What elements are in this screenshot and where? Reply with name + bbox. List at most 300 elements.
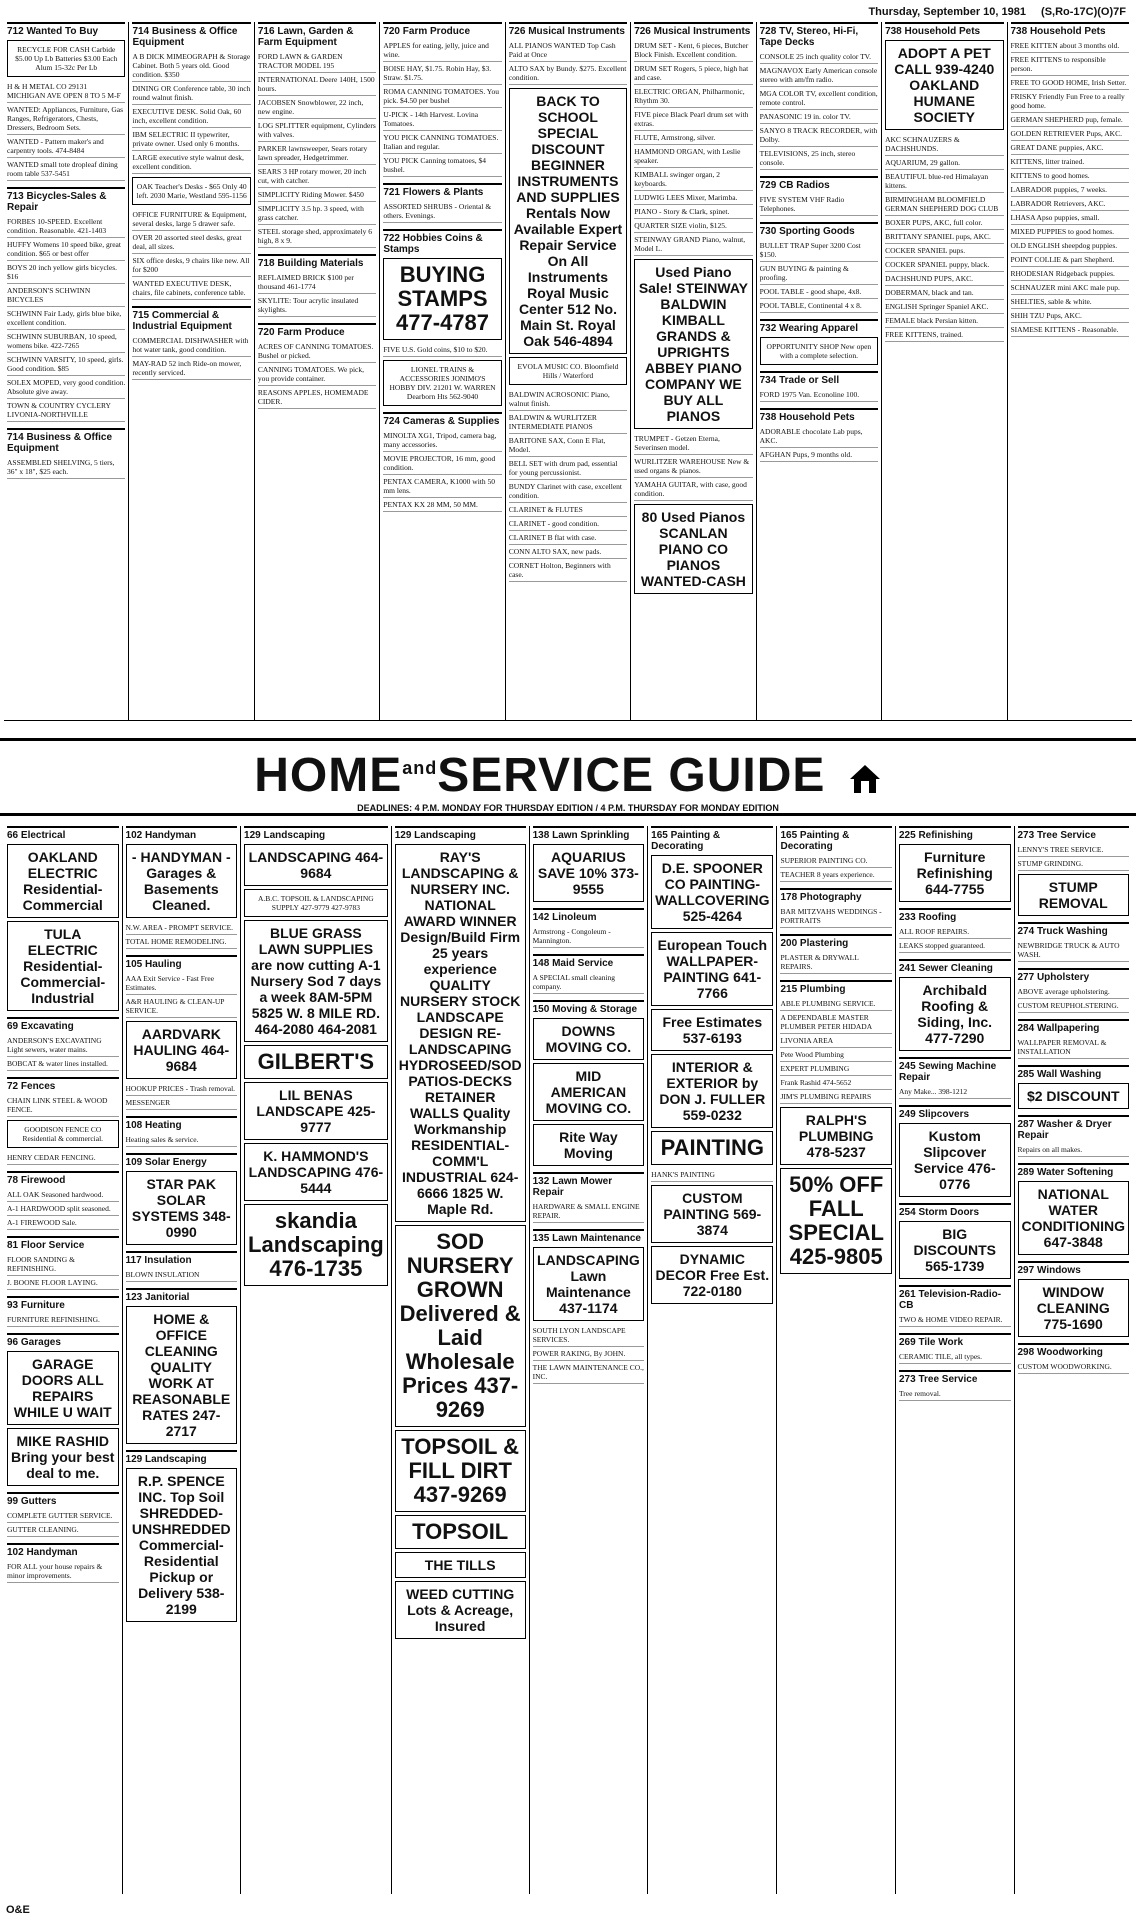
classified-section bbox=[258, 22, 376, 248]
classified-ad: DINING OR Conference table, 30 inch round walnut finish. bbox=[132, 82, 250, 105]
classified-ad: FREE TO GOOD HOME, Irish Setter. bbox=[1011, 76, 1129, 90]
classified-ad: BOYS 20 inch yellow girls bicycles. $16 bbox=[7, 261, 125, 284]
banner-deadlines: DEADLINES: 4 P.M. MONDAY FOR THURSDAY EDITION / 4 P.M. THURSDAY FOR MONDAY EDITION bbox=[357, 803, 779, 813]
classified-ad: YOU PICK Canning tomatoes, $4 bushel. bbox=[383, 154, 501, 177]
classified-ad: RHODESIAN Ridgeback puppies. bbox=[1011, 267, 1129, 281]
classified-ad: BUNDY Clarinet with case, excellent condition. bbox=[509, 480, 627, 503]
classified-ad: IBM SELECTRIC II typewriter, private owner. Used only 6 months. bbox=[132, 128, 250, 151]
classified-section bbox=[533, 826, 645, 902]
classified-ad: FREE KITTEN about 3 months old. bbox=[1011, 39, 1129, 53]
classified-ad: WANTED: Appliances, Furniture, Gas Ranges, Refrigerators, Chests, Dressers, Bedroom Sets. bbox=[7, 103, 125, 135]
classified-ad: FURNITURE REFINISHING. bbox=[7, 1313, 119, 1327]
classified-ad: FLOOR SANDING & REFINISHING. bbox=[7, 1253, 119, 1276]
classified-section bbox=[7, 22, 125, 181]
classified-ad: DOBERMAN, black and tan. bbox=[885, 286, 1003, 300]
classified-ad: K. HAMMOND'S LANDSCAPING 476-5444 bbox=[244, 1143, 388, 1201]
classified-section bbox=[383, 22, 501, 177]
classified-ad: INTERNATIONAL Deere 140H, 1500 hours. bbox=[258, 73, 376, 96]
classified-ad: BOISE HAY, $1.75. Robin Hay, $3. Straw. $1.75. bbox=[383, 62, 501, 85]
classified-section bbox=[258, 254, 376, 317]
column bbox=[123, 826, 242, 1894]
classified-top-grid bbox=[4, 22, 1132, 721]
classified-ad: MESSENGER bbox=[126, 1096, 238, 1110]
classified-ad: MAY-RAD 52 inch Ride-on mower, recently serviced. bbox=[132, 357, 250, 380]
classified-ad: HOOKUP PRICES - Trash removal. bbox=[126, 1082, 238, 1096]
house-logo-icon bbox=[848, 761, 882, 795]
classified-section bbox=[7, 826, 119, 1011]
classified-ad: CLARINET B flat with case. bbox=[509, 531, 627, 545]
classified-ad: H & H METAL CO 29131 MICHIGAN AVE OPEN 8 TO 5 M-F bbox=[7, 80, 125, 103]
classified-ad: GOODISON FENCE CO Residential & commercial. bbox=[7, 1120, 119, 1148]
classified-section bbox=[126, 826, 238, 949]
classified-ad: Any Make... 398-1212 bbox=[899, 1085, 1011, 1099]
section-heading: 261 Television-Radio-CB bbox=[899, 1285, 1011, 1311]
classified-ad: BACK TO SCHOOL SPECIAL DISCOUNT BEGINNER INSTRUMENTS AND SUPPLIES Rentals Now Available Expert Repair Service On All Instruments Royal Music Center 512 No. Main St. Royal Oak 546-4894 bbox=[509, 88, 627, 354]
classified-section bbox=[258, 323, 376, 409]
classified-ad: COCKER SPANIEL puppy, black. bbox=[885, 258, 1003, 272]
classified-ad: ALL PIANOS WANTED Top Cash Paid at Once bbox=[509, 39, 627, 62]
section-heading: 165 Painting & Decorating bbox=[780, 826, 892, 852]
classified-ad: BEAUTIFUL blue-red Himalayan kittens. bbox=[885, 170, 1003, 193]
section-heading: 714 Business & Office Equipment bbox=[7, 428, 125, 454]
classified-section bbox=[760, 22, 878, 170]
section-heading: 150 Moving & Storage bbox=[533, 1000, 645, 1015]
classified-ad: BOXER PUPS, AKC, full color. bbox=[885, 216, 1003, 230]
classified-ad: GUN BUYING & painting & proofing. bbox=[760, 262, 878, 285]
classified-ad: DOWNS MOVING CO. bbox=[533, 1018, 645, 1060]
classified-section bbox=[780, 826, 892, 882]
classified-ad: DRUM SET Rogers, 5 piece, high hat and case. bbox=[634, 62, 752, 85]
classified-section bbox=[1018, 826, 1130, 916]
section-heading: 285 Wall Washing bbox=[1018, 1065, 1130, 1080]
classified-section bbox=[126, 1288, 238, 1444]
classified-ad: D.E. SPOONER CO PAINTING-WALLCOVERING 525-4264 bbox=[651, 855, 773, 929]
classified-ad: OAKLAND ELECTRIC Residential-Commercial bbox=[7, 844, 119, 918]
classified-ad: TELEVISIONS, 25 inch, stereo console. bbox=[760, 147, 878, 170]
classified-section bbox=[7, 1543, 119, 1583]
classified-ad: SOD NURSERY GROWN Delivered & Laid Wholesale Prices 437-9269 bbox=[395, 1225, 526, 1427]
section-heading: 135 Lawn Maintenance bbox=[533, 1229, 645, 1244]
classified-section bbox=[7, 1236, 119, 1290]
classified-section bbox=[7, 1296, 119, 1327]
classified-ad: U-PICK - 14th Harvest. Lovina Tomatoes. bbox=[383, 108, 501, 131]
section-heading: 96 Garages bbox=[7, 1333, 119, 1348]
classified-ad: ABLE PLUMBING SERVICE. bbox=[780, 997, 892, 1011]
classified-section bbox=[509, 22, 627, 582]
classified-ad: BULLET TRAP Super 3200 Cost $150. bbox=[760, 239, 878, 262]
classified-ad: OLD ENGLISH sheepdog puppies. bbox=[1011, 239, 1129, 253]
section-heading: 117 Insulation bbox=[126, 1251, 238, 1266]
section-heading: 225 Refinishing bbox=[899, 826, 1011, 841]
classified-ad: THE LAWN MAINTENANCE CO., INC. bbox=[533, 1361, 645, 1384]
classified-ad: HENRY CEDAR FENCING. bbox=[7, 1151, 119, 1165]
classified-ad: WEED CUTTING Lots & Acreage, Insured bbox=[395, 1581, 526, 1639]
classified-ad: SEARS 3 HP rotary mower, 20 inch cut, with catcher. bbox=[258, 165, 376, 188]
classified-ad: Heating sales & service. bbox=[126, 1133, 238, 1147]
classified-ad: WANTED small tote dropleaf dining room table 537-5451 bbox=[7, 158, 125, 181]
classified-ad: BOBCAT & water lines installed. bbox=[7, 1057, 119, 1071]
classified-ad: CLARINET - good condition. bbox=[509, 517, 627, 531]
classified-section bbox=[1018, 968, 1130, 1013]
classified-ad: Rite Way Moving bbox=[533, 1124, 645, 1166]
classified-ad: PIANO - Story & Clark, spinet. bbox=[634, 205, 752, 219]
section-heading: 105 Hauling bbox=[126, 955, 238, 970]
classified-ad: LANDSCAPING Lawn Maintenance 437-1174 bbox=[533, 1247, 645, 1321]
classified-ad: LUDWIG LEES Mixer, Marimba. bbox=[634, 191, 752, 205]
section-heading: 277 Upholstery bbox=[1018, 968, 1130, 983]
classified-ad: QUARTER SIZE violin, $125. bbox=[634, 219, 752, 233]
classified-ad: FORD 1975 Van. Econoline 100. bbox=[760, 388, 878, 402]
classified-ad: BLUE GRASS LAWN SUPPLIES are now cutting A-1 Nursery Sod 7 days a week 8AM-5PM 5825 W. 8 MILE RD. 464-2080 464-2081 bbox=[244, 920, 388, 1042]
classified-section bbox=[7, 1017, 119, 1071]
classified-ad: LIVONIA AREA bbox=[780, 1034, 892, 1048]
classified-ad: ROMA CANNING TOMATOES. You pick. $4.50 per bushel bbox=[383, 85, 501, 108]
classified-ad: OAK Teacher's Desks - $65 Only 40 left. 2030 Marie, Westland 595-1156 bbox=[132, 177, 250, 205]
classified-ad: LOG SPLITTER equipment, Cylinders with valves. bbox=[258, 119, 376, 142]
classified-ad: Tree removal. bbox=[899, 1387, 1011, 1401]
classified-ad: KIMBALL swinger organ, 2 keyboards. bbox=[634, 168, 752, 191]
classified-ad: LABRADOR puppies, 7 weeks. bbox=[1011, 183, 1129, 197]
classified-section bbox=[7, 1492, 119, 1537]
masthead bbox=[0, 0, 1136, 22]
classified-section bbox=[899, 1203, 1011, 1279]
classified-ad: RAY'S LANDSCAPING & NURSERY INC. NATIONAL AWARD WINNER Design/Build Firm 25 years experience QUALITY NURSERY STOCK LANDSCAPE DESIGN RE-LANDSCAPING HYDROSEED/SOD PATIOS-DECKS RETAINER WALLS Quality Workmanship RESIDENTIAL-COMM'L INDUSTRIAL 624-6666 1825 W. Maple Rd. bbox=[395, 844, 526, 1222]
column bbox=[4, 22, 129, 720]
column bbox=[255, 22, 380, 720]
section-heading: 712 Wanted To Buy bbox=[7, 22, 125, 37]
classified-ad: CUSTOM WOODWORKING. bbox=[1018, 1360, 1130, 1374]
service-guide-grid bbox=[4, 826, 1132, 1894]
classified-ad: Frank Rashid 474-5652 bbox=[780, 1076, 892, 1090]
classified-ad: CORNET Holton, Beginners with case. bbox=[509, 559, 627, 582]
classified-ad: CLARINET & FLUTES bbox=[509, 503, 627, 517]
classified-section bbox=[126, 1116, 238, 1147]
classified-ad: BELL SET with drum pad, essential for young percussionist. bbox=[509, 457, 627, 480]
classified-section bbox=[899, 1285, 1011, 1327]
classified-section bbox=[7, 1171, 119, 1230]
column bbox=[757, 22, 882, 720]
classified-section bbox=[1018, 1019, 1130, 1059]
section-heading: 720 Farm Produce bbox=[383, 22, 501, 37]
classified-section bbox=[760, 222, 878, 313]
classified-ad: THE TILLS bbox=[395, 1552, 526, 1578]
section-heading: 720 Farm Produce bbox=[258, 323, 376, 338]
section-heading: 273 Tree Service bbox=[899, 1370, 1011, 1385]
classified-ad: Kustom Slipcover Service 476-0776 bbox=[899, 1123, 1011, 1197]
classified-ad: FRISKY Friendly Fun Free to a really good home. bbox=[1011, 90, 1129, 113]
column bbox=[4, 826, 123, 1894]
classified-ad: COCKER SPANIEL pups. bbox=[885, 244, 1003, 258]
classified-section bbox=[383, 183, 501, 223]
section-heading: 274 Truck Washing bbox=[1018, 922, 1130, 937]
classified-ad: AQUARIUS SAVE 10% 373-9555 bbox=[533, 844, 645, 902]
classified-ad: TOWN & COUNTRY CYCLERY LIVONIA-NORTHVILLE bbox=[7, 399, 125, 422]
classified-ad: ALL OAK Seasoned hardwood. bbox=[7, 1188, 119, 1202]
section-heading: 287 Washer & Dryer Repair bbox=[1018, 1115, 1130, 1141]
classified-ad: POOL TABLE, Continental 4 x 8. bbox=[760, 299, 878, 313]
section-heading: 93 Furniture bbox=[7, 1296, 119, 1311]
classified-ad: FLUTE, Armstrong, silver. bbox=[634, 131, 752, 145]
section-heading: 102 Handyman bbox=[126, 826, 238, 841]
section-heading: 738 Household Pets bbox=[885, 22, 1003, 37]
section-heading: 738 Household Pets bbox=[760, 408, 878, 423]
section-heading: 732 Wearing Apparel bbox=[760, 319, 878, 334]
classified-ad: SKYLITE: Tour acrylic insulated skylights. bbox=[258, 294, 376, 317]
classified-ad: TRUMPET - Getzen Eterna, Severinsen model. bbox=[634, 432, 752, 455]
classified-section bbox=[7, 1077, 119, 1165]
classified-ad: LEAKS stopped guaranteed. bbox=[899, 939, 1011, 953]
column bbox=[777, 826, 896, 1894]
classified-ad: HANK'S PAINTING bbox=[651, 1168, 773, 1182]
classified-ad: FEMALE black Persian kitten. bbox=[885, 314, 1003, 328]
classified-ad: NATIONAL WATER CONDITIONING 647-3848 bbox=[1018, 1181, 1130, 1255]
classified-ad: AAA Exit Service - Fast Free Estimates. bbox=[126, 972, 238, 995]
classified-ad: RALPH'S PLUMBING 478-5237 bbox=[780, 1107, 892, 1165]
classified-ad: BUYING STAMPS 477-4787 bbox=[383, 258, 501, 340]
classified-ad: GERMAN SHEPHERD pup, female. bbox=[1011, 113, 1129, 127]
classified-ad: ASSEMBLED SHELVING, 5 tiers, 36" x 18", $25 each. bbox=[7, 456, 125, 479]
classified-ad: HAMMOND ORGAN, with Leslie speaker. bbox=[634, 145, 752, 168]
classified-ad: SOLEX MOPED, very good condition. Absolute give away. bbox=[7, 376, 125, 399]
classified-ad: AQUARIUM, 29 gallon. bbox=[885, 156, 1003, 170]
classified-ad: STAR PAK SOLAR SYSTEMS 348-0990 bbox=[126, 1171, 238, 1245]
classified-ad: PAINTING bbox=[651, 1131, 773, 1165]
classified-section bbox=[533, 1229, 645, 1384]
classified-section bbox=[1018, 1261, 1130, 1337]
classified-ad: BARITONE SAX, Conn E Flat, Model. bbox=[509, 434, 627, 457]
column bbox=[506, 22, 631, 720]
classified-ad: EXECUTIVE DESK. Solid Oak, 60 inch, excellent condition. bbox=[132, 105, 250, 128]
classified-section bbox=[533, 908, 645, 948]
classified-ad: Used Piano Sale! STEINWAY BALDWIN KIMBALL GRANDS & UPRIGHTS ABBEY PIANO COMPANY WE BUY ALL PIANOS bbox=[634, 259, 752, 429]
classified-section bbox=[760, 371, 878, 402]
classified-section bbox=[899, 959, 1011, 1051]
classified-ad: SIAMESE KITTENS - Reasonable. bbox=[1011, 323, 1129, 337]
home-service-guide-banner bbox=[0, 738, 1136, 816]
column bbox=[380, 22, 505, 720]
classified-section bbox=[395, 826, 526, 1639]
section-heading: 714 Business & Office Equipment bbox=[132, 22, 250, 48]
column bbox=[241, 826, 392, 1894]
classified-section bbox=[7, 187, 125, 422]
section-heading: 713 Bicycles-Sales & Repair bbox=[7, 187, 125, 213]
classified-ad: KITTENS to good homes. bbox=[1011, 169, 1129, 183]
classified-ad: REFLAIMED BRICK $100 per thousand 461-1774 bbox=[258, 271, 376, 294]
classified-ad: ADOPT A PET CALL 939-4240 OAKLAND HUMANE SOCIETY bbox=[885, 40, 1003, 130]
classified-ad: LANDSCAPING 464-9684 bbox=[244, 844, 388, 886]
classified-ad: ADORABLE chocolate Lab pups, AKC. bbox=[760, 425, 878, 448]
classified-section bbox=[899, 1333, 1011, 1364]
classified-ad: BAR MITZVAHS WEDDINGS - PORTRAITS bbox=[780, 905, 892, 928]
classified-ad: WINDOW CLEANING 775-1690 bbox=[1018, 1279, 1130, 1337]
column bbox=[1015, 826, 1133, 1894]
classified-ad: FIVE U.S. Gold coins, $10 to $20. bbox=[383, 343, 501, 357]
classified-ad: WANTED EXECUTIVE DESK, chairs, file cabinets, conference table. bbox=[132, 277, 250, 300]
classified-ad: Repairs on all makes. bbox=[1018, 1143, 1130, 1157]
classified-ad: LIONEL TRAINS & ACCESSORIES JONIMO'S HOBBY DIV. 21201 W. WARREN Dearborn Hts 562-9040 bbox=[383, 360, 501, 406]
classified-ad: Pete Wood Plumbing bbox=[780, 1048, 892, 1062]
classified-ad: JIM'S PLUMBING REPAIRS bbox=[780, 1090, 892, 1104]
classified-ad: WURLITZER WAREHOUSE New & used organs & pianos. bbox=[634, 455, 752, 478]
classified-section bbox=[533, 1172, 645, 1223]
classified-ad: 50% OFF FALL SPECIAL 425-9805 bbox=[780, 1168, 892, 1274]
column bbox=[896, 826, 1015, 1894]
classified-section bbox=[760, 319, 878, 365]
classified-ad: MIXED PUPPIES to good homes. bbox=[1011, 225, 1129, 239]
classified-ad: SIMPLICITY 3.5 hp. 3 speed, with grass catcher. bbox=[258, 202, 376, 225]
section-heading: 734 Trade or Sell bbox=[760, 371, 878, 386]
classified-ad: GUTTER CLEANING. bbox=[7, 1523, 119, 1537]
classified-section bbox=[383, 229, 501, 406]
column bbox=[882, 22, 1007, 720]
classified-ad: POOL TABLE - good shape, 4x8. bbox=[760, 285, 878, 299]
classified-ad: MIKE RASHID Bring your best deal to me. bbox=[7, 1428, 119, 1486]
classified-ad: MAGNAVOX Early American console stereo with am/fm radio. bbox=[760, 64, 878, 87]
classified-ad: LHASA Apso puppies, small. bbox=[1011, 211, 1129, 225]
section-heading: 273 Tree Service bbox=[1018, 826, 1130, 841]
classified-ad: ANDERSON'S SCHWINN BICYCLES bbox=[7, 284, 125, 307]
section-heading: 102 Handyman bbox=[7, 1543, 119, 1558]
section-heading: 233 Roofing bbox=[899, 908, 1011, 923]
classified-ad: COMPLETE GUTTER SERVICE. bbox=[7, 1509, 119, 1523]
classified-section bbox=[899, 1370, 1011, 1401]
classified-ad: CUSTOM REUPHOLSTERING. bbox=[1018, 999, 1130, 1013]
section-heading: 148 Maid Service bbox=[533, 954, 645, 969]
classified-ad: AARDVARK HAULING 464-9684 bbox=[126, 1021, 238, 1079]
classified-ad: DRUM SET - Kent, 6 pieces, Butcher Block Finish. Excellent condition. bbox=[634, 39, 752, 62]
classified-section bbox=[780, 980, 892, 1274]
section-heading: 99 Gutters bbox=[7, 1492, 119, 1507]
classified-section bbox=[126, 955, 238, 1110]
section-heading: 730 Sporting Goods bbox=[760, 222, 878, 237]
classified-ad: JACOBSEN Snowblower, 22 inch, new engine. bbox=[258, 96, 376, 119]
section-heading: 178 Photography bbox=[780, 888, 892, 903]
section-heading: 69 Excavating bbox=[7, 1017, 119, 1032]
classified-ad: SCHWINN Fair Lady, girls blue bike, excellent condition. bbox=[7, 307, 125, 330]
classified-ad: ACRES OF CANNING TOMATOES. Bushel or picked. bbox=[258, 340, 376, 363]
classified-ad: FREE KITTENS to responsible person. bbox=[1011, 53, 1129, 76]
section-heading: 129 Landscaping bbox=[395, 826, 526, 841]
section-heading: 724 Cameras & Supplies bbox=[383, 412, 501, 427]
classified-ad: R.P. SPENCE INC. Top Soil SHREDDED-UNSHREDDED Commercial-Residential Pickup or Delivery 538-2199 bbox=[126, 1468, 238, 1622]
classified-ad: Archibald Roofing & Siding, Inc. 477-7290 bbox=[899, 977, 1011, 1051]
classified-ad: GREAT DANE puppies, AKC. bbox=[1011, 141, 1129, 155]
classified-ad: REASONS APPLES, HOMEMADE CIDER. bbox=[258, 386, 376, 409]
classified-ad: A-1 HARDWOOD split seasoned. bbox=[7, 1202, 119, 1216]
classified-ad: SCHWINN VARSITY, 10 speed, girls. Good condition. $85 bbox=[7, 353, 125, 376]
classified-ad: SUPERIOR PAINTING CO. bbox=[780, 854, 892, 868]
classified-ad: TEACHER 8 years experience. bbox=[780, 868, 892, 882]
banner-title-right: SERVICE GUIDE bbox=[437, 749, 826, 802]
section-heading: 78 Firewood bbox=[7, 1171, 119, 1186]
section-heading: 254 Storm Doors bbox=[899, 1203, 1011, 1218]
classified-section bbox=[899, 908, 1011, 953]
classified-section bbox=[1018, 1163, 1130, 1255]
classified-ad: FREE KITTENS, trained. bbox=[885, 328, 1003, 342]
classified-ad: A SPECIAL small cleaning company. bbox=[533, 971, 645, 994]
section-heading: 165 Painting & Decorating bbox=[651, 826, 773, 852]
classified-ad: POWER RAKING, By JOHN. bbox=[533, 1347, 645, 1361]
classified-ad: SCHNAUZER mini AKC male pup. bbox=[1011, 281, 1129, 295]
classified-ad: ANDERSON'S EXCAVATING Light sewers, water mains. bbox=[7, 1034, 119, 1057]
classified-ad: NEWBRIDGE TRUCK & AUTO WASH. bbox=[1018, 939, 1130, 962]
section-heading: 123 Janitorial bbox=[126, 1288, 238, 1303]
column bbox=[530, 826, 649, 1894]
edition-date: Thursday, September 10, 1981 bbox=[868, 6, 1026, 18]
classified-ad: ELECTRIC ORGAN, Philharmonic, Rhythm 30. bbox=[634, 85, 752, 108]
classified-ad: LABRADOR Retrievers, AKC. bbox=[1011, 197, 1129, 211]
classified-ad: POINT COLLIE & part Shepherd. bbox=[1011, 253, 1129, 267]
classified-section bbox=[126, 1251, 238, 1282]
classified-ad: STUMP GRINDING. bbox=[1018, 857, 1130, 871]
classified-ad: BRITTANY SPANIEL pups, AKC. bbox=[885, 230, 1003, 244]
classified-ad: ALL ROOF REPAIRS. bbox=[899, 925, 1011, 939]
classified-ad: APPLES for eating, jelly, juice and wine. bbox=[383, 39, 501, 62]
classified-ad: DACHSHUND PUPS, AKC. bbox=[885, 272, 1003, 286]
classified-ad: - HANDYMAN - Garages & Basements Cleaned. bbox=[126, 844, 238, 918]
section-heading: 66 Electrical bbox=[7, 826, 119, 841]
classified-ad: TWO & HOME VIDEO REPAIR. bbox=[899, 1313, 1011, 1327]
classified-ad: CANNING TOMATOES. We pick, you provide container. bbox=[258, 363, 376, 386]
classified-section bbox=[533, 1000, 645, 1166]
classified-ad: OFFICE FURNITURE & Equipment, several desks, large 5 drawer safe. bbox=[132, 208, 250, 231]
classified-ad: TOTAL HOME REMODELING. bbox=[126, 935, 238, 949]
classified-ad: BALDWIN ACROSONIC Piano, walnut finish. bbox=[509, 388, 627, 411]
classified-ad: TOPSOIL & FILL DIRT 437-9269 bbox=[395, 1430, 526, 1512]
classified-ad: GILBERT'S bbox=[244, 1045, 388, 1079]
classified-ad: Furniture Refinishing 644-7755 bbox=[899, 844, 1011, 902]
section-heading: 132 Lawn Mower Repair bbox=[533, 1172, 645, 1198]
classified-ad: A-1 FIREWOOD Sale. bbox=[7, 1216, 119, 1230]
classified-ad: WALLPAPER REMOVAL & INSTALLATION bbox=[1018, 1036, 1130, 1059]
classified-section bbox=[1018, 922, 1130, 962]
classified-section bbox=[780, 934, 892, 974]
classified-ad: MOVIE PROJECTOR, 16 mm, good condition. bbox=[383, 452, 501, 475]
section-heading: 722 Hobbies Coins & Stamps bbox=[383, 229, 501, 255]
section-heading: 129 Landscaping bbox=[244, 826, 388, 841]
column bbox=[392, 826, 530, 1894]
classified-ad: OPPORTUNITY SHOP New open with a complete selection. bbox=[760, 337, 878, 365]
classified-ad: TOPSOIL bbox=[395, 1515, 526, 1549]
classified-ad: PANASONIC 19 in. color TV. bbox=[760, 110, 878, 124]
classified-section bbox=[780, 888, 892, 928]
classified-ad: CERAMIC TILE, all types. bbox=[899, 1350, 1011, 1364]
classified-ad: SCHWINN SUBURBAN, 10 speed, womens bike. 422-7265 bbox=[7, 330, 125, 353]
section-heading: 721 Flowers & Plants bbox=[383, 183, 501, 198]
section-heading: 72 Fences bbox=[7, 1077, 119, 1092]
classified-ad: BALDWIN & WURLITZER INTERMEDIATE PIANOS bbox=[509, 411, 627, 434]
classified-ad: FORD LAWN & GARDEN TRACTOR MODEL 195 bbox=[258, 50, 376, 73]
classified-ad: FOR ALL your house repairs & minor improvements. bbox=[7, 1560, 119, 1583]
classified-section bbox=[760, 408, 878, 462]
classified-ad: SIMPLICITY Riding Mower. $450 bbox=[258, 188, 376, 202]
classified-ad: HARDWARE & SMALL ENGINE REPAIR. bbox=[533, 1200, 645, 1223]
section-heading: 289 Water Softening bbox=[1018, 1163, 1130, 1178]
section-heading: 249 Slipcovers bbox=[899, 1105, 1011, 1120]
classified-ad: CUSTOM PAINTING 569-3874 bbox=[651, 1185, 773, 1243]
classified-ad: MGA COLOR TV, excellent condition, remote control. bbox=[760, 87, 878, 110]
classified-ad: TULA ELECTRIC Residential-Commercial-Industrial bbox=[7, 921, 119, 1011]
classified-ad: AKC SCHNAUZERS & DACHSHUNDS. bbox=[885, 133, 1003, 156]
classified-ad: European Touch WALLPAPER-PAINTING 641-7766 bbox=[651, 932, 773, 1006]
classified-ad: ENGLISH Springer Spaniel AKC. bbox=[885, 300, 1003, 314]
classified-section bbox=[760, 176, 878, 216]
classified-ad: $2 DISCOUNT bbox=[1018, 1083, 1130, 1109]
classified-ad: MID AMERICAN MOVING CO. bbox=[533, 1063, 645, 1121]
classified-section bbox=[899, 826, 1011, 902]
classified-ad: ABOVE average upholstering. bbox=[1018, 985, 1130, 999]
classified-section bbox=[1018, 1115, 1130, 1157]
